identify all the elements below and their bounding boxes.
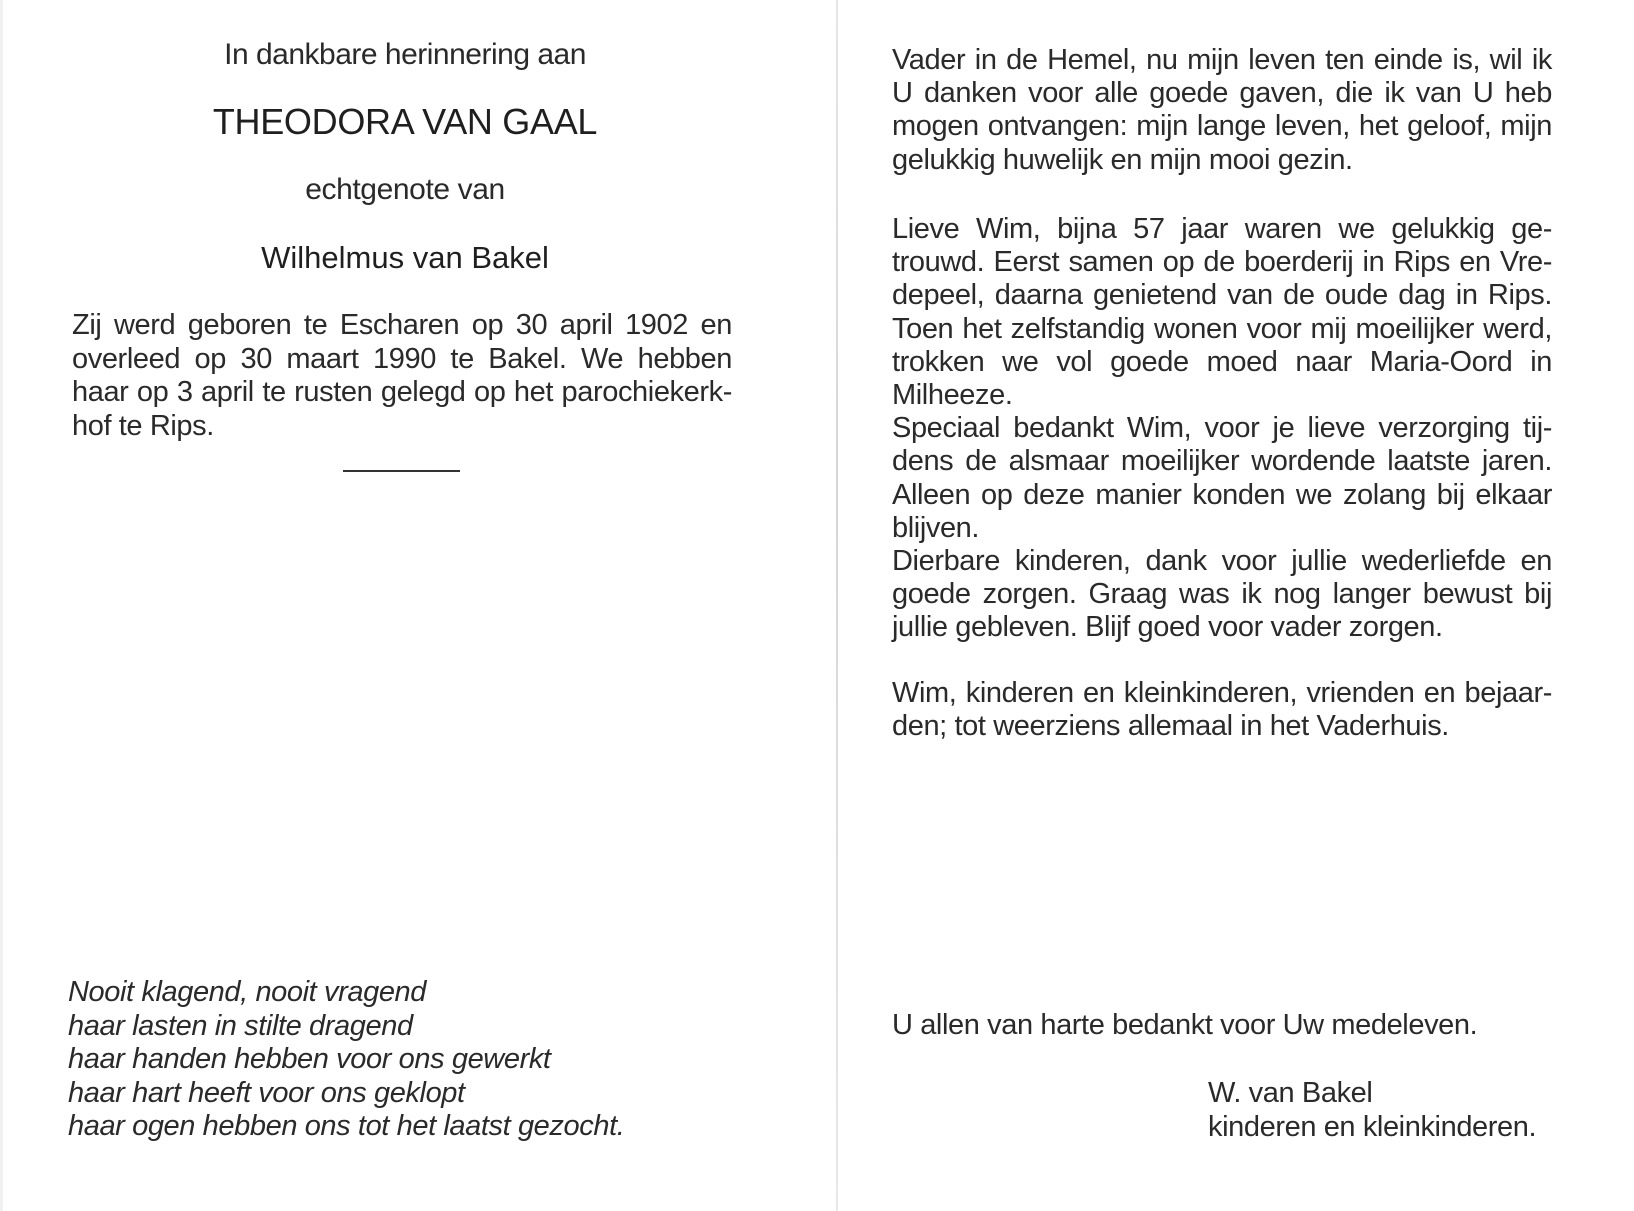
farewell-paragraph [892,213,1552,645]
thanks-line: U allen van harte bedankt voor Uw medeleven. [892,1009,1478,1041]
text-line: Wim, kinderen en kleinkinderen, vrienden en bejaar- [892,677,1552,709]
text-line: Dierbare kinderen, dank voor jullie wederliefde en [892,545,1552,578]
text-line: trouwd. Eerst samen op de boerderij in Rips en Vre- [892,246,1552,279]
text-line: dens de alsmaar moeilijker wordende laatste jaren. [892,445,1552,478]
poem-line: haar lasten in stilte dragend [68,1009,413,1042]
text-line: blijven. [892,511,980,544]
signature-family: kinderen en kleinkinderen. [1208,1111,1537,1143]
text-line: depeel, daarna genietend van de oude dag in Rips. [892,279,1552,312]
bio-line: hof te Rips. [72,409,214,442]
text-line: gelukkig huwelijk en mijn mooi gezin. [892,143,1353,176]
text-line: den; tot weerziens allemaal in het Vaderhuis. [892,710,1449,743]
biography-paragraph [72,309,732,443]
signature-block [1208,1076,1536,1144]
bio-line: overleed op 30 maart 1990 te Bakel. We hebben [72,342,732,375]
text-line: Speciaal bedankt Wim, voor je lieve verzorging tij- [892,412,1552,445]
signature-name: W. van Bakel [1208,1077,1373,1109]
bio-line: Zij werd geboren te Escharen op 30 april 1902 en [72,309,732,341]
closing-paragraph [892,677,1552,743]
deceased-name: THEODORA VAN GAAL [212,101,598,142]
text-line: jullie gebleven. Blijf goed voor vader zorgen. [892,611,1443,644]
spouse-name: Wilhelmus van Bakel [261,240,549,275]
spouse-label: echtgenote van [305,173,505,206]
text-line: Milheeze. [892,379,1013,412]
poem-line: haar hart heeft voor ons geklopt [68,1076,465,1109]
text-line: mogen ontvangen: mijn lange leven, het geloof, mijn [892,110,1552,143]
text-line: Alleen op deze manier konden we zolang bij elkaar [892,478,1552,511]
text-line: Toen het zelfstandig wonen voor mij moeilijker werd, [892,312,1552,345]
right-panel [838,0,1634,1211]
text-line: goede zorgen. Graag was ik nog langer bewust bij [892,578,1552,611]
poem-line: haar handen hebben voor ons gewerkt [68,1043,551,1075]
memorial-poem [68,976,624,1144]
text-line: trokken we vol goede moed naar Maria-Oord in [892,345,1552,378]
text-line: U danken voor alle goede gaven, die ik van U heb [892,77,1552,110]
prayer-paragraph [892,44,1552,177]
text-line: Vader in de Hemel, nu mijn leven ten einde is, wil ik [892,44,1552,76]
intro-heading: In dankbare herinnering aan [224,38,586,71]
section-divider [343,470,460,472]
text-line: Lieve Wim, bijna 57 jaar waren we gelukkig ge- [892,213,1552,245]
poem-line: haar ogen hebben ons tot het laatst gezocht. [68,1110,625,1142]
poem-line: Nooit klagend, nooit vragend [68,976,426,1008]
bio-line: haar op 3 april te rusten gelegd op het parochiekerk- [72,376,732,408]
